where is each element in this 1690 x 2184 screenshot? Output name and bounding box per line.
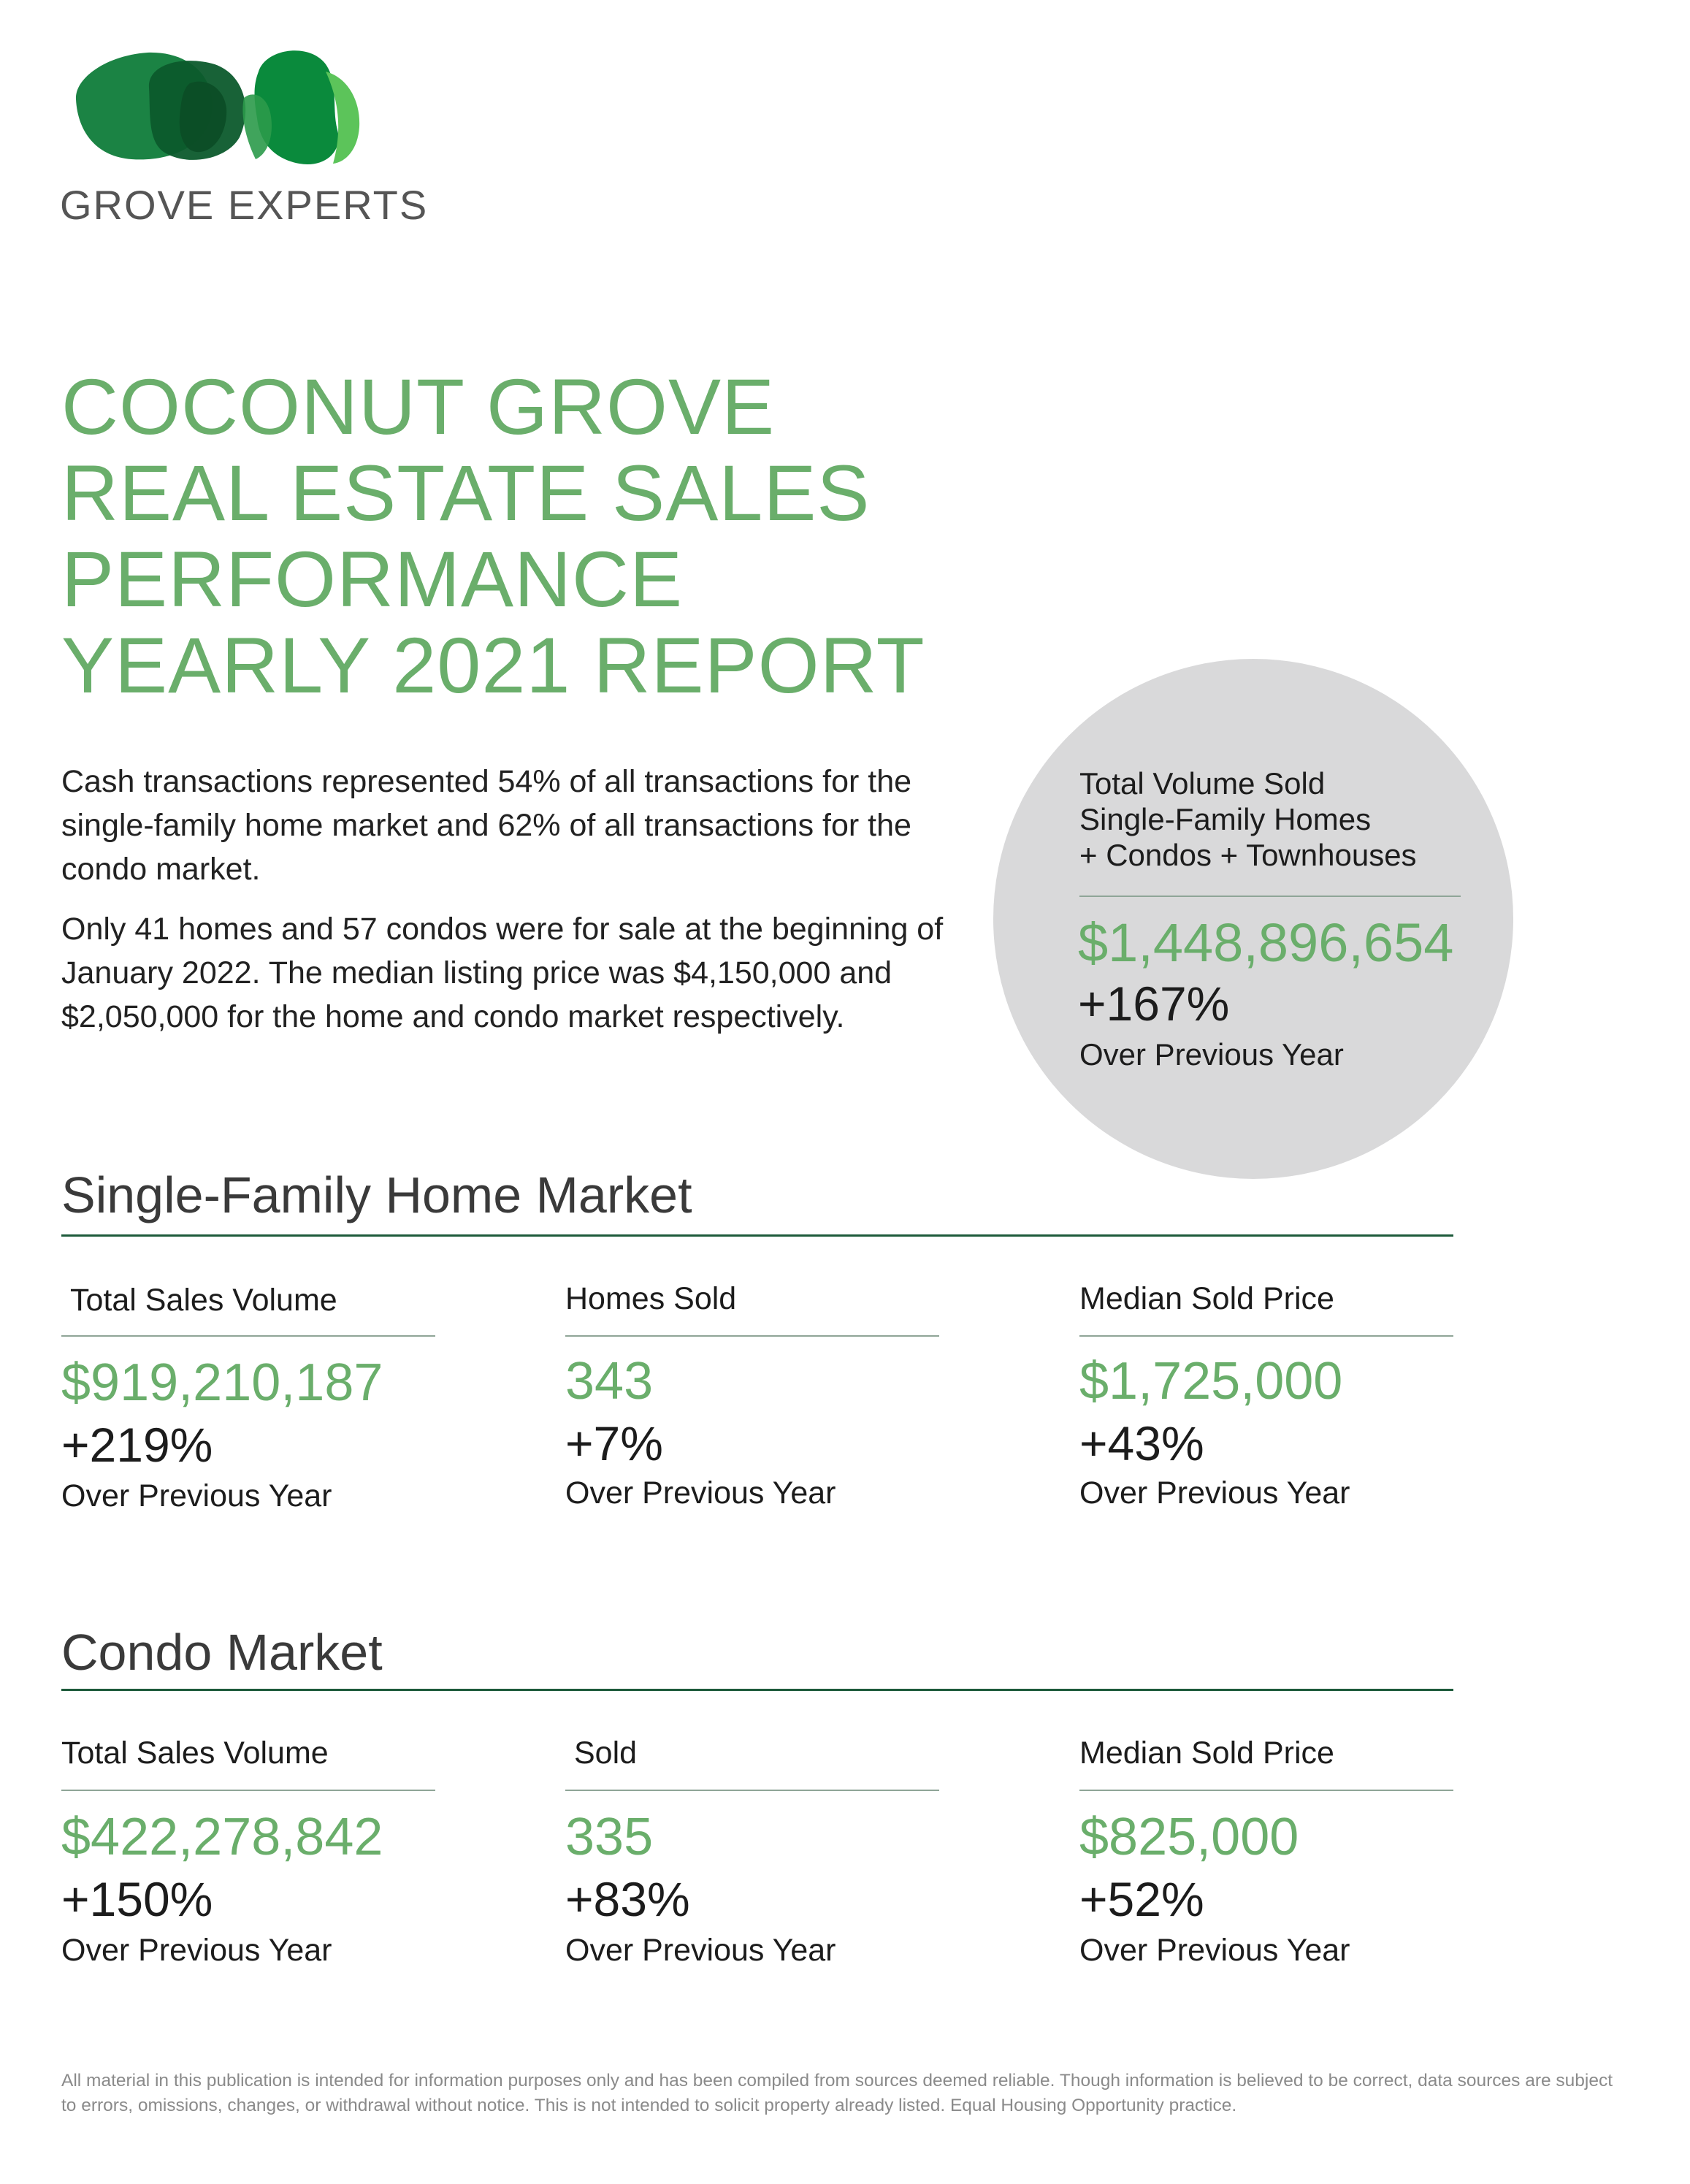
total-volume-label xyxy=(1079,765,1474,873)
intro-paragraph: Cash transactions represented 54% of all transactions for the single-family home market and 62% of all transactions for the condo market. xyxy=(61,764,912,887)
divider xyxy=(565,1790,939,1791)
condo-stat-label: Median Sold Price xyxy=(1079,1736,1334,1771)
total-volume-value: $1,448,896,654 xyxy=(1078,912,1454,973)
condo-stat-note: Over Previous Year xyxy=(61,1933,332,1968)
single-family-section-title: Single-Family Home Market xyxy=(61,1167,692,1223)
divider xyxy=(61,1335,435,1337)
condo-stat-change: +150% xyxy=(61,1872,213,1926)
sf-stat-note: Over Previous Year xyxy=(1079,1475,1350,1511)
sf-stat-change: +43% xyxy=(1079,1416,1204,1470)
sf-stat-label: Total Sales Volume xyxy=(70,1283,337,1318)
title-line: PERFORMANCE xyxy=(61,535,684,623)
sf-stat-value: $919,210,187 xyxy=(61,1353,383,1412)
sf-stat-label: Homes Sold xyxy=(565,1281,737,1316)
section-divider xyxy=(61,1689,1453,1691)
divider xyxy=(565,1335,939,1337)
intro-paragraph: Only 41 homes and 57 condos were for sale at the beginning of January 2022. The median listing price was $4,150,000 and $2,050,000 for the home and condo market respectively. xyxy=(61,912,944,1034)
title-line: REAL ESTATE SALES xyxy=(61,448,871,537)
report-title xyxy=(61,364,925,709)
total-volume-label-line: + Condos + Townhouses xyxy=(1079,838,1417,872)
divider xyxy=(1079,896,1461,897)
sf-stat-note: Over Previous Year xyxy=(61,1478,332,1513)
divider xyxy=(61,1790,435,1791)
sf-stat-value: 343 xyxy=(565,1352,654,1410)
title-line: COCONUT GROVE xyxy=(61,362,776,451)
sf-stat-value: $1,725,000 xyxy=(1079,1352,1343,1410)
condo-stat-value: $422,278,842 xyxy=(61,1808,383,1866)
intro-text xyxy=(61,760,974,1055)
sf-stat-label: Median Sold Price xyxy=(1079,1281,1334,1316)
total-volume-change: +167% xyxy=(1078,977,1230,1031)
sf-stat-change: +7% xyxy=(565,1416,663,1470)
section-divider xyxy=(61,1234,1453,1237)
condo-section-title: Condo Market xyxy=(61,1624,383,1681)
condo-stat-change: +83% xyxy=(565,1872,690,1926)
condo-stat-label: Sold xyxy=(574,1736,638,1771)
grove-experts-logo-icon xyxy=(61,42,375,167)
divider xyxy=(1079,1790,1453,1791)
sf-stat-change: +219% xyxy=(61,1418,213,1472)
condo-stat-value: 335 xyxy=(565,1808,654,1866)
disclaimer: All material in this publication is intended for information purposes only and has been compiled from sources deemed reliable. Though information is believed to be correct, data sources are subject to errors, omissions, changes, or withdrawal without notice. This is not intended to solicit property already listed. Equal Housing Opportunity practice. xyxy=(61,2071,1613,2115)
condo-stat-note: Over Previous Year xyxy=(1079,1933,1350,1968)
title-line: YEARLY 2021 REPORT xyxy=(61,621,925,709)
condo-stat-change: +52% xyxy=(1079,1872,1204,1926)
total-volume-label-line: Total Volume Sold xyxy=(1079,766,1326,801)
divider xyxy=(1079,1335,1453,1337)
condo-stat-value: $825,000 xyxy=(1079,1808,1299,1866)
total-volume-note: Over Previous Year xyxy=(1079,1037,1344,1072)
brand-name: GROVE EXPERTS xyxy=(60,182,429,228)
condo-stat-label: Total Sales Volume xyxy=(61,1736,329,1771)
condo-stat-note: Over Previous Year xyxy=(565,1933,836,1968)
total-volume-label-line: Single-Family Homes xyxy=(1079,802,1372,836)
sf-stat-note: Over Previous Year xyxy=(565,1475,836,1511)
